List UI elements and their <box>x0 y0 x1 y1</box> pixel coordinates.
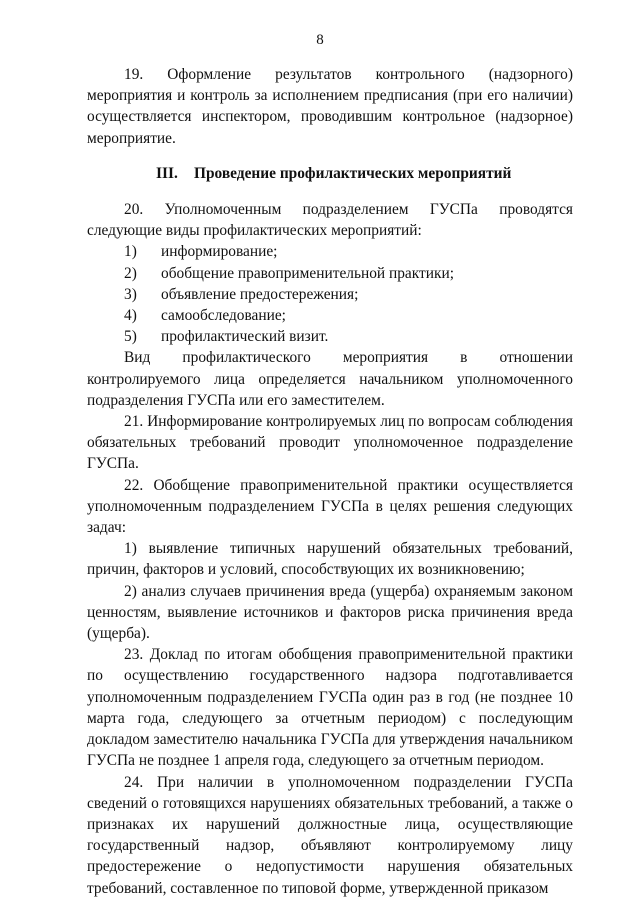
document-body <box>87 64 573 899</box>
paragraph-19: 19. Оформление результатов контрольного (надзорного) мероприятия и контроль за исполнением предписания (при его наличии) осуществляется инспектором, проводившим контрольное (надзорное) мероприятие. <box>87 66 573 147</box>
list-item-number: 5) <box>124 328 137 346</box>
paragraph-22-task-2: 2) анализ случаев причинения вреда (ущерба) охраняемым законом ценностям, выявление источников и факторов риска причинения вреда (ущерба). <box>87 582 573 643</box>
list-item <box>87 326 573 347</box>
list-item-text: информирование; <box>161 243 278 261</box>
section-number: III. <box>156 164 178 182</box>
paragraph-24: 24. При наличии в уполномоченном подразделении ГУСПа сведений о готовящихся нарушениях обязательных требований, а также о признаках их нарушений должностные лица, осуществляющие государственный надзор, объявляют контролируемому лицу предостережение о недопустимости нарушения обязательных требований, составленное по типовой форме, утвержденной приказом <box>87 773 573 897</box>
list-item-text: объявление предостережения; <box>161 285 359 303</box>
page-number: 8 <box>316 32 324 48</box>
section-heading <box>87 163 573 184</box>
list-item-number: 4) <box>124 307 137 325</box>
section-title: Проведение профилактических мероприятий <box>194 164 512 182</box>
list-item-number: 3) <box>124 285 137 303</box>
paragraph-20: 20. Уполномоченным подразделением ГУСПа проводятся следующие виды профилактических мероприятий: <box>87 201 573 240</box>
list-item-number: 2) <box>124 264 137 282</box>
list-item <box>87 305 573 326</box>
paragraph-21: 21. Информирование контролируемых лиц по вопросам соблюдения обязательных требований проводит уполномоченное подразделение ГУСПа. <box>87 413 573 473</box>
list-item-text: обобщение правоприменительной практики; <box>161 264 454 282</box>
list-item <box>87 241 573 262</box>
paragraph-23: 23. Доклад по итогам обобщения правоприменительной практики по осуществлению государственного надзора подготавливается уполномоченным подразделением ГУСПа один раз в год (не позднее 10 марта года, следующего за отчетным периодом) с последующим докладом заместителю начальника ГУСПа для утверждения начальником ГУСПа не позднее 1 апреля года, следующего за отчетным периодом. <box>87 646 573 770</box>
list-item-text: профилактический визит. <box>161 328 329 346</box>
paragraph-22-task-1: 1) выявление типичных нарушений обязательных требований, причин, факторов и условий, способствующих их возникновению; <box>87 540 573 579</box>
list-item-number: 1) <box>124 243 137 261</box>
paragraph-vid: Вид профилактического мероприятия в отношении контролируемого лица определяется начальником уполномоченного подразделения ГУСПа или его заместителем. <box>87 349 573 409</box>
paragraph-22: 22. Обобщение правоприменительной практики осуществляется уполномоченным подразделением ГУСПа в целях решения следующих задач: <box>87 476 573 537</box>
list-item <box>87 284 573 305</box>
list-item-text: самообследование; <box>161 307 286 325</box>
list-item <box>87 263 573 284</box>
